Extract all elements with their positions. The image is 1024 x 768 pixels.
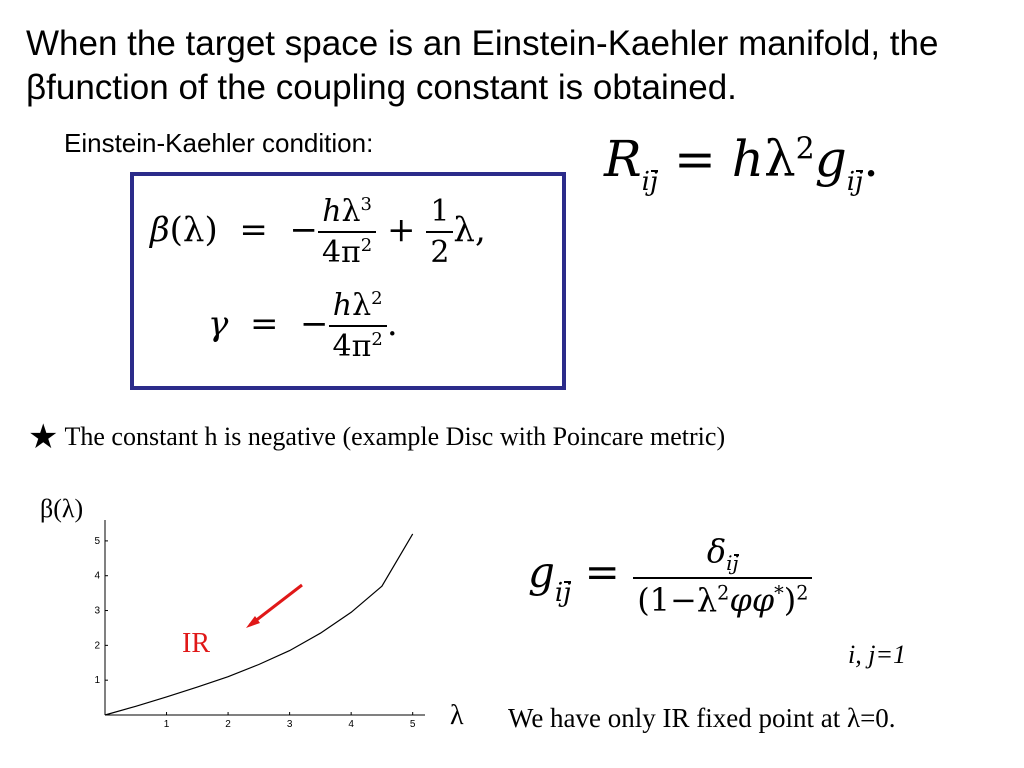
beta-function-box <box>130 172 566 390</box>
plot-axes <box>105 520 425 715</box>
y-tick-label: 2 <box>94 640 100 652</box>
note-text: The constant h is negative (example Disc with Poincare metric) <box>64 422 726 451</box>
x-tick-label: 4 <box>348 719 354 730</box>
negative-h-note <box>28 417 725 457</box>
beta-plot <box>92 515 432 735</box>
lambda-axis-label: λ <box>450 700 464 731</box>
x-tick-label: 3 <box>286 719 293 730</box>
y-tick-label: 3 <box>94 605 100 617</box>
x-tick-label: 2 <box>225 719 231 730</box>
x-tick-label: 1 <box>163 719 170 730</box>
ir-label: IR <box>182 628 210 659</box>
condition-label: Einstein-Kaehler condition: <box>64 128 374 158</box>
plot-ticks <box>94 536 415 730</box>
beta-curve <box>105 534 413 715</box>
beta-equation: β(λ) = − $\frac{h\lambda^3}{4\pi^2}$ + $\frac{1}{2}$ λ, <box>150 194 486 270</box>
y-tick-label: 4 <box>94 570 100 582</box>
beta-axis-label: β(λ) <box>40 494 84 523</box>
y-tick-label: 1 <box>94 675 100 687</box>
star-icon: ★ <box>28 419 59 456</box>
poincare-metric-equation: $g_{ij}$ = $\frac{\delta_{ij}}{(1-\lambda^2\varphi\varphi^*)^2}$ <box>528 532 812 619</box>
einstein-kaehler-equation: $R_{ij} = h\lambda^2g_{ij}$. <box>604 130 880 197</box>
gamma-equation: γ = − $\frac{h\lambda^2}{4\pi^2}$ . <box>208 288 398 364</box>
index-note: i, j=1 <box>848 640 906 669</box>
fixed-point-note: We have only IR fixed point at λ=0. <box>508 703 896 733</box>
ir-arrow-line <box>250 585 302 625</box>
slide-title: When the target space is an Einstein-Kaehler manifold, the βfunction of the coupling constant is obtained. <box>26 24 939 107</box>
x-tick-label: 5 <box>409 719 416 730</box>
y-tick-label: 5 <box>94 535 100 547</box>
